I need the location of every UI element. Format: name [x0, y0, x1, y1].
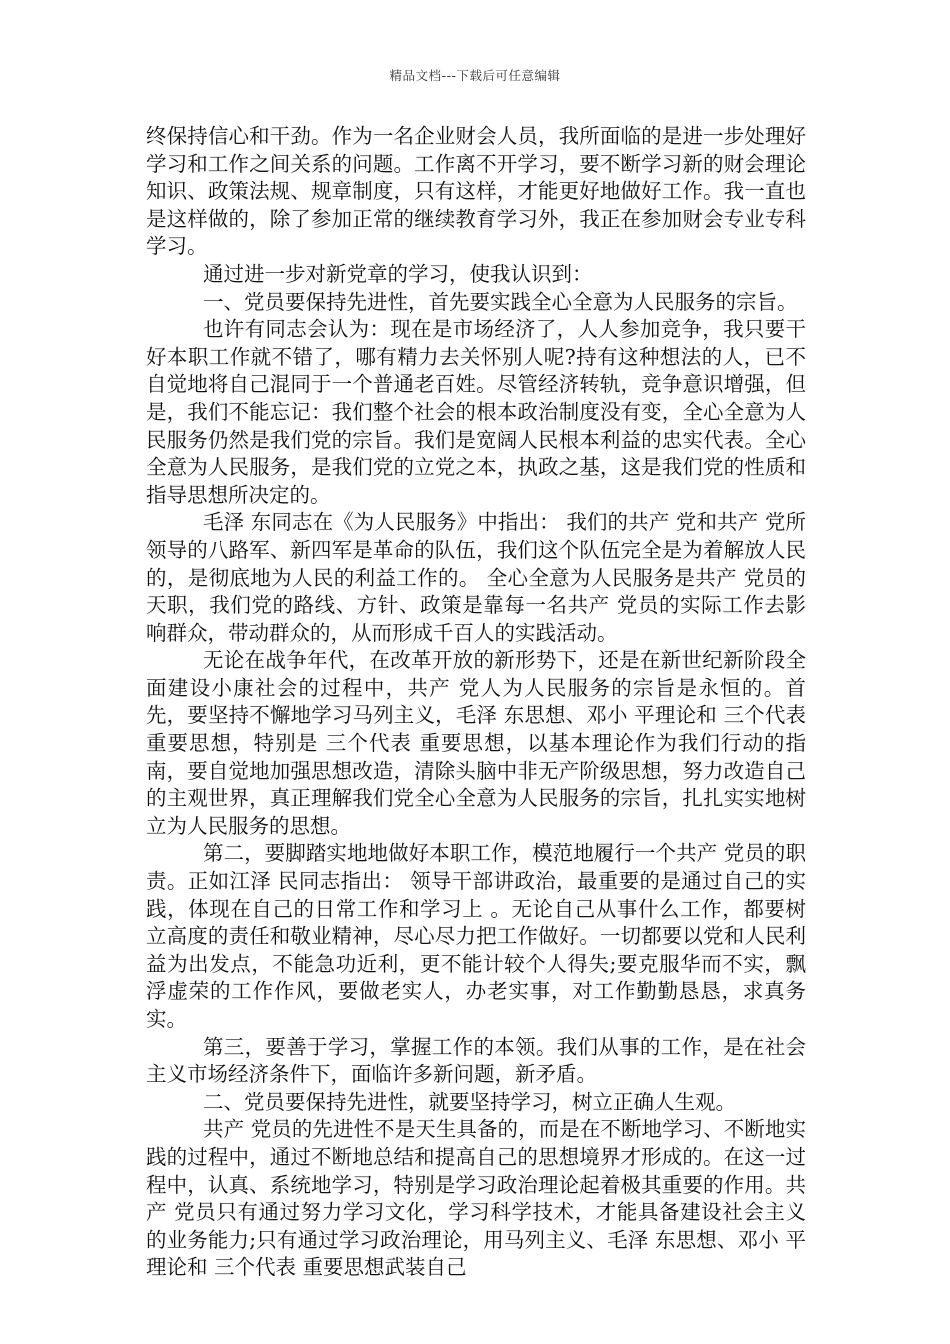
document-body [146, 123, 806, 1282]
paragraph: 共产 党员的先进性不是天生具备的，而是在不断地学习、不断地实践的过程中，通过不断地总结和提高自己的思想境界才形成的。在这一过程中，认真、系统地学习，特别是学习政治理论起着极其重要的作用。共产 党员只有通过努力学习文化，学习科学技术，才能具备建设社会主义的业务能力;只有通过学习政治理论，用马列主义、毛泽 东思想、邓小 平理论和 三个代表 重要思想武装自己 [146, 1117, 806, 1280]
paragraph: 第三，要善于学习，掌握工作的本领。我们从事的工作，是在社会主义市场经济条件下，面临许多新问题，新矛盾。 [146, 1034, 806, 1087]
section-heading-two: 二、党员要保持先进性，就要坚持学习，树立正确人生观。 [203, 1089, 736, 1114]
paragraph: 第二，要脚踏实地地做好本职工作，模范地履行一个共产 党员的职责。正如江泽 民同志指出： 领导干部讲政治，最重要的是通过自己的实践，体现在自己的日常工作和学习上 。无论自己从事什么工作，都要树立高度的责任和敬业精神，尽心尽力把工作做好。一切都要以党和人民利益为出发点，不能急功近利，更不能计较个人得失;要克服华而不实，飘浮虚荣的工作作风，要做老实人，办老实事，对工作勤勤恳恳，求真务实。 [146, 841, 806, 1031]
paragraph-continuation: 终保持信心和干劲。作为一名企业财会人员，我所面临的是进一步处理好学习和工作之间关系的问题。工作离不开学习，要不断学习新的财会理论知识、政策法规、规章制度，只有这样，才能更好地做好工作。我一直也是这样做的，除了参加正常的继续教育学习外，我正在参加财会专业专科学习。 [146, 124, 806, 259]
paragraph: 通过进一步对新党章的学习，使我认识到： [203, 261, 593, 286]
paragraph: 也许有同志会认为：现在是市场经济了，人人参加竞争，我只要干好本职工作就不错了，哪有精力去关怀别人呢?持有这种想法的人，已不自觉地将自己混同于一个普通老百姓。尽管经济转轨，竞争意识增强，但是，我们不能忘记：我们整个社会的根本政治制度没有变，全心全意为人民服务仍然是我们党的宗旨。我们是宽阔人民根本利益的忠实代表。全心全意为人民服务，是我们党的立党之本，执政之基，这是我们党的性质和指导思想所决定的。 [146, 317, 806, 507]
section-heading-one: 一、党员要保持先进性，首先要实践全心全意为人民服务的宗旨。 [203, 289, 798, 314]
paragraph: 无论在战争年代，在改革开放的新形势下，还是在新世纪新阶段全面建设小康社会的过程中，共产 党人为人民服务的宗旨是永恒的。首先，要坚持不懈地学习马列主义，毛泽 东思想、邓小 平理论和 三个代表 重要思想，特别是 三个代表 重要思想，以基本理论作为我们行动的指南，要自觉地加强思想改造，清除头脑中非无产阶级思想，努力改造自己的主观世界，真正理解我们党全心全意为人民服务的宗旨，扎扎实实地树立为人民服务的思想。 [146, 648, 806, 838]
page-header: 精品文档---下载后可任意编辑 [389, 68, 561, 83]
paragraph: 毛泽 东同志在《为人民服务》中指出： 我们的共产 党和共产 党所领导的八路军、新四军是革命的队伍，我们这个队伍完全是为着解放人民的，是彻底地为人民的利益工作的。 全心全意为人民服务是共产 党员的天职，我们党的路线、方针、政策是靠每一名共产 党员的实际工作去影响群众，带动群众的，从而形成千百人的实践活动。 [146, 510, 806, 645]
